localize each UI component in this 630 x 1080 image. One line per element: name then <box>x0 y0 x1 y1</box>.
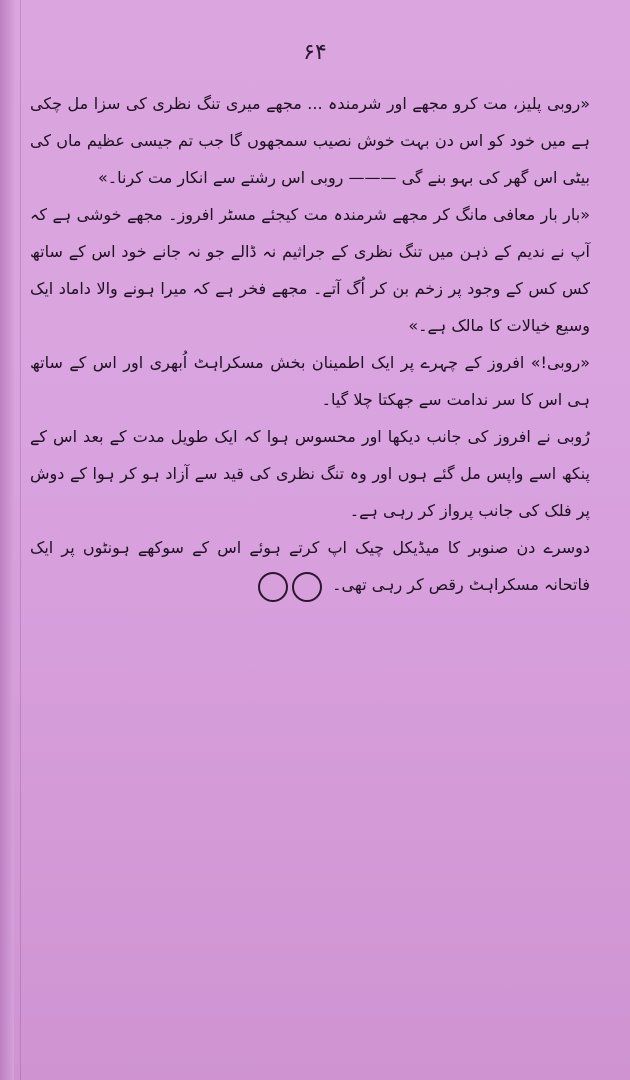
paragraph-5-text: دوسرے دن صنوبر کا میڈیکل چیک اپ کرتے ہوئے اس کے سوکھے ہونٹوں پر ایک فاتحانہ مسکراہٹ رقص کر رہی تھی۔ <box>30 538 590 594</box>
text-body <box>30 85 590 604</box>
paragraph-1: «روبی پلیز، مت کرو مجھے اور شرمندہ ... مجھے میری تنگ نظری کی سزا مل چکی ہے میں خود کو اس دن بہت خوش نصیب سمجھوں گا جب تم جیسی عظیم ماں کی بیٹی اس گھر کی بہو بنے گی ——— روبی اس رشتے سے انکار مت کرنا۔» <box>30 94 590 187</box>
paragraph-5 <box>30 529 590 604</box>
binding-edge <box>0 0 14 1080</box>
fold-line <box>20 0 21 1080</box>
circle-icon <box>258 572 288 602</box>
double-circle-end-mark-icon <box>254 567 322 604</box>
page-number: ۶۴ <box>303 40 327 65</box>
paragraph-4: رُوبی نے افروز کی جانب دیکھا اور محسوس ہوا کہ ایک طویل مدت کے بعد اس کے پنکھ اسے واپس مل گئے ہوں اور وہ تنگ نظری کی قید سے آزاد ہو کر ہوا کے دوش پر فلک کی جانب پرواز کر رہی ہے۔ <box>30 427 590 520</box>
circle-icon <box>292 572 322 602</box>
paragraph-2: «بار بار معافی مانگ کر مجھے شرمندہ مت کیجئے مسٹر افروز۔ مجھے خوشی ہے کہ آپ نے ندیم کے ذہن میں تنگ نظری کے جراثیم نہ ڈالے جو نہ جانے خود اس کے ساتھ کس کس کے وجود پر زخم بن کر اُگ آتے۔ مجھے فخر ہے کہ میرا ہونے والا داماد ایک وسیع خیالات کا مالک ہے۔» <box>30 205 590 335</box>
paragraph-3: «روبی!» افروز کے چہرے پر ایک اطمینان بخش مسکراہٹ اُبھری اور اس کے ساتھ ہی اس کا سر ندامت سے جھکتا چلا گیا۔ <box>30 353 590 409</box>
